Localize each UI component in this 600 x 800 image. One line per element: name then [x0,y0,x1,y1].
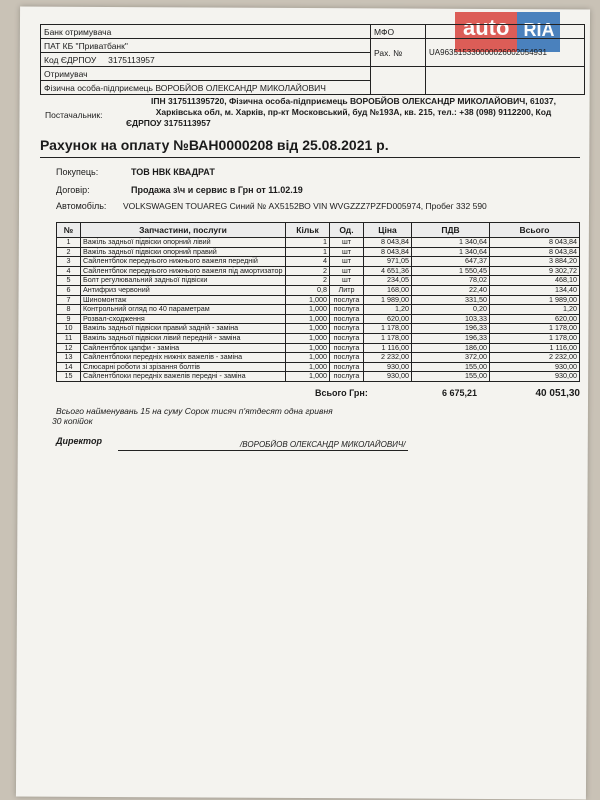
col-header-unit: Од. [330,223,364,238]
row-total: 930,00 [490,372,580,382]
mfo-label: МФО [371,25,426,39]
items-table [56,222,580,382]
table-row [57,353,580,363]
supplier-line-2: Харківська обл, м. Харків, пр-кт Московський, буд №193А, кв. 215, тел.: +38 (098) 9112200, Код [155,107,552,117]
row-vat: 155,00 [412,372,490,382]
supplier-line-3: ЄДРПОУ 3175113957 [126,118,211,128]
row-total: 1 178,00 [490,333,580,343]
row-qty: 2 [286,266,330,276]
row-number: 14 [57,362,81,372]
col-header-total: Всього [490,223,580,238]
row-item: Антифриз червоний [81,285,286,295]
row-price: 1 989,00 [364,295,412,305]
row-price: 234,05 [364,276,412,286]
contract-label: Договір: [56,185,90,195]
row-unit: шт [330,276,364,286]
row-qty: 1,000 [286,362,330,372]
row-qty: 1,000 [286,343,330,353]
row-unit: шт [330,257,364,267]
row-unit: послуга [330,305,364,315]
invoice-title: Рахунок на оплату №ВАН0000208 від 25.08.2021 р. [40,137,389,153]
supplier-label: Постачальник: [45,110,103,120]
row-total: 468,10 [490,276,580,286]
row-qty: 1,000 [286,314,330,324]
row-total: 1 116,00 [490,343,580,353]
row-item: Слюсарні роботи зі зрізання болтів [81,362,286,372]
row-number: 11 [57,333,81,343]
recipient-label: Отримувач [41,67,371,81]
row-total: 134,40 [490,285,580,295]
row-price: 1 178,00 [364,333,412,343]
buyer-label: Покупець: [56,167,99,177]
totals-label: Всього Грн: [315,388,368,398]
edrpou-label: Код ЄДРПОУ [44,54,97,65]
row-price: 930,00 [364,372,412,382]
bank-label: Банк отримувача [41,25,371,39]
row-price: 620,00 [364,314,412,324]
table-row [57,372,580,382]
row-total: 8 043,84 [490,247,580,257]
table-row [57,238,580,248]
table-row [57,266,580,276]
row-unit: послуга [330,353,364,363]
row-price: 1 178,00 [364,324,412,334]
row-qty: 1 [286,238,330,248]
buyer-value: ТОВ НВК КВАДРАТ [131,167,215,177]
row-qty: 1,000 [286,372,330,382]
row-item: Шиномонтаж [81,295,286,305]
bank-details-table [40,24,585,95]
logo-auto: auto [455,12,517,52]
row-unit: послуга [330,324,364,334]
row-total: 1 989,00 [490,295,580,305]
row-total: 8 043,84 [490,238,580,248]
table-row [57,285,580,295]
row-number: 6 [57,285,81,295]
row-vat: 1 340,64 [412,238,490,248]
table-row [57,295,580,305]
col-header-price: Ціна [364,223,412,238]
row-qty: 1,000 [286,324,330,334]
row-item: Сайлентблок переднього нижнього важеля під амортизатор [81,266,286,276]
table-row [57,305,580,315]
row-vat: 372,00 [412,353,490,363]
row-item: Важіль задньої підвіски опорний правий [81,247,286,257]
row-item: Болт регулювальний задньої підвіски [81,276,286,286]
row-price: 971,05 [364,257,412,267]
row-number: 8 [57,305,81,315]
row-unit: послуга [330,314,364,324]
row-total: 3 884,20 [490,257,580,267]
row-item: Розвал-сходження [81,314,286,324]
row-item: Сайлентблоки передніх важелів передні - заміна [81,372,286,382]
col-header-number: № [57,223,81,238]
bank-name: ПАТ КБ "Приватбанк" [41,39,371,53]
car-value: VOLKSWAGEN TOUAREG Синий № АХ5152ВО VIN WVGZZZ7PZFD005974, Пробег 332 590 [123,201,487,211]
row-vat: 186,00 [412,343,490,353]
supplier-line-1: ІПН 317511395720, Фізична особа-підприємець ВОРОБЙОВ ОЛЕКСАНДР МИКОЛАЙОВИЧ, 61037, [151,96,556,106]
row-item: Важіль задньої підвіски правий задній - заміна [81,324,286,334]
row-number: 12 [57,343,81,353]
row-vat: 331,50 [412,295,490,305]
table-row [57,324,580,334]
row-unit: Литр [330,285,364,295]
edrpou-cell [41,53,371,67]
row-number: 13 [57,353,81,363]
supplier-details [126,96,581,129]
row-qty: 4 [286,257,330,267]
row-unit: послуга [330,333,364,343]
summary-line-1: Всього найменувань 15 на суму Сорок тисяч п'ятдесят одна гривня [56,406,333,416]
row-vat: 1 550,45 [412,266,490,276]
table-row [57,333,580,343]
row-vat: 155,00 [412,362,490,372]
row-unit: послуга [330,343,364,353]
totals-vat: 6 675,21 [441,388,477,398]
row-number: 9 [57,314,81,324]
row-item: Важіль задньої підвіски лівий передній - заміна [81,333,286,343]
table-row [57,314,580,324]
row-qty: 1 [286,247,330,257]
row-price: 168,00 [364,285,412,295]
table-row [57,362,580,372]
row-price: 1 116,00 [364,343,412,353]
amount-in-words [52,406,333,426]
col-header-vat: ПДВ [412,223,490,238]
summary-line-2: 30 копійок [52,416,93,426]
row-qty: 1,000 [286,295,330,305]
row-vat: 647,37 [412,257,490,267]
row-total: 930,00 [490,362,580,372]
director-name: /ВОРОБЙОВ ОЛЕКСАНДР МИКОЛАЙОВИЧ/ [240,440,406,449]
row-total: 620,00 [490,314,580,324]
row-number: 10 [57,324,81,334]
table-row [57,276,580,286]
row-price: 2 232,00 [364,353,412,363]
col-header-qty: Кільк [286,223,330,238]
row-price: 1,20 [364,305,412,315]
row-total: 1,20 [490,305,580,315]
totals-sum: 40 051,30 [535,388,580,399]
row-vat: 196,33 [412,324,490,334]
row-unit: послуга [330,362,364,372]
table-row [57,343,580,353]
edrpou-value: 3175113957 [108,54,155,65]
row-item: Контрольний огляд по 40 параметрам [81,305,286,315]
row-unit: шт [330,247,364,257]
row-number: 4 [57,266,81,276]
row-total: 2 232,00 [490,353,580,363]
table-row [57,257,580,267]
row-price: 930,00 [364,362,412,372]
row-price: 8 043,84 [364,247,412,257]
row-unit: шт [330,238,364,248]
mfo-value [426,25,585,39]
row-vat: 22,40 [412,285,490,295]
row-qty: 1,000 [286,333,330,343]
row-vat: 196,33 [412,333,490,343]
row-vat: 103,33 [412,314,490,324]
logo-ria: RIA [517,12,560,52]
row-price: 4 651,36 [364,266,412,276]
row-item: Важіль задньої підвіски опорний лівий [81,238,286,248]
row-unit: послуга [330,295,364,305]
row-vat: 78,02 [412,276,490,286]
car-label: Автомобіль: [56,201,107,211]
row-unit: послуга [330,372,364,382]
row-qty: 0,8 [286,285,330,295]
title-divider [40,157,580,158]
row-price: 8 043,84 [364,238,412,248]
row-number: 1 [57,238,81,248]
row-number: 15 [57,372,81,382]
recipient-name: Фізична особа-підприємець ВОРОБЙОВ ОЛЕКСАНДР МИКОЛАЙОВИЧ [41,81,371,95]
row-item: Сайлентблоки передніх нижніх важелів - заміна [81,353,286,363]
row-vat: 0,20 [412,305,490,315]
col-header-item: Запчастини, послуги [81,223,286,238]
row-number: 2 [57,247,81,257]
director-label: Директор [56,436,102,446]
account-value: UA963515330000026002054931 [426,39,585,67]
table-row [57,247,580,257]
signature-line [118,450,408,451]
row-total: 9 302,72 [490,266,580,276]
row-qty: 2 [286,276,330,286]
contract-value: Продажа з\ч и сервис в Грн от 11.02.19 [131,185,303,195]
row-vat: 1 340,64 [412,247,490,257]
row-item: Сайлентблок цапфи - заміна [81,343,286,353]
row-item: Сайлентблок переднього нижнього важеля передній [81,257,286,267]
row-total: 1 178,00 [490,324,580,334]
row-number: 5 [57,276,81,286]
row-number: 7 [57,295,81,305]
row-qty: 1,000 [286,305,330,315]
row-qty: 1,000 [286,353,330,363]
table-header [57,223,580,238]
row-unit: шт [330,266,364,276]
account-label: Рах. № [371,39,426,67]
row-number: 3 [57,257,81,267]
